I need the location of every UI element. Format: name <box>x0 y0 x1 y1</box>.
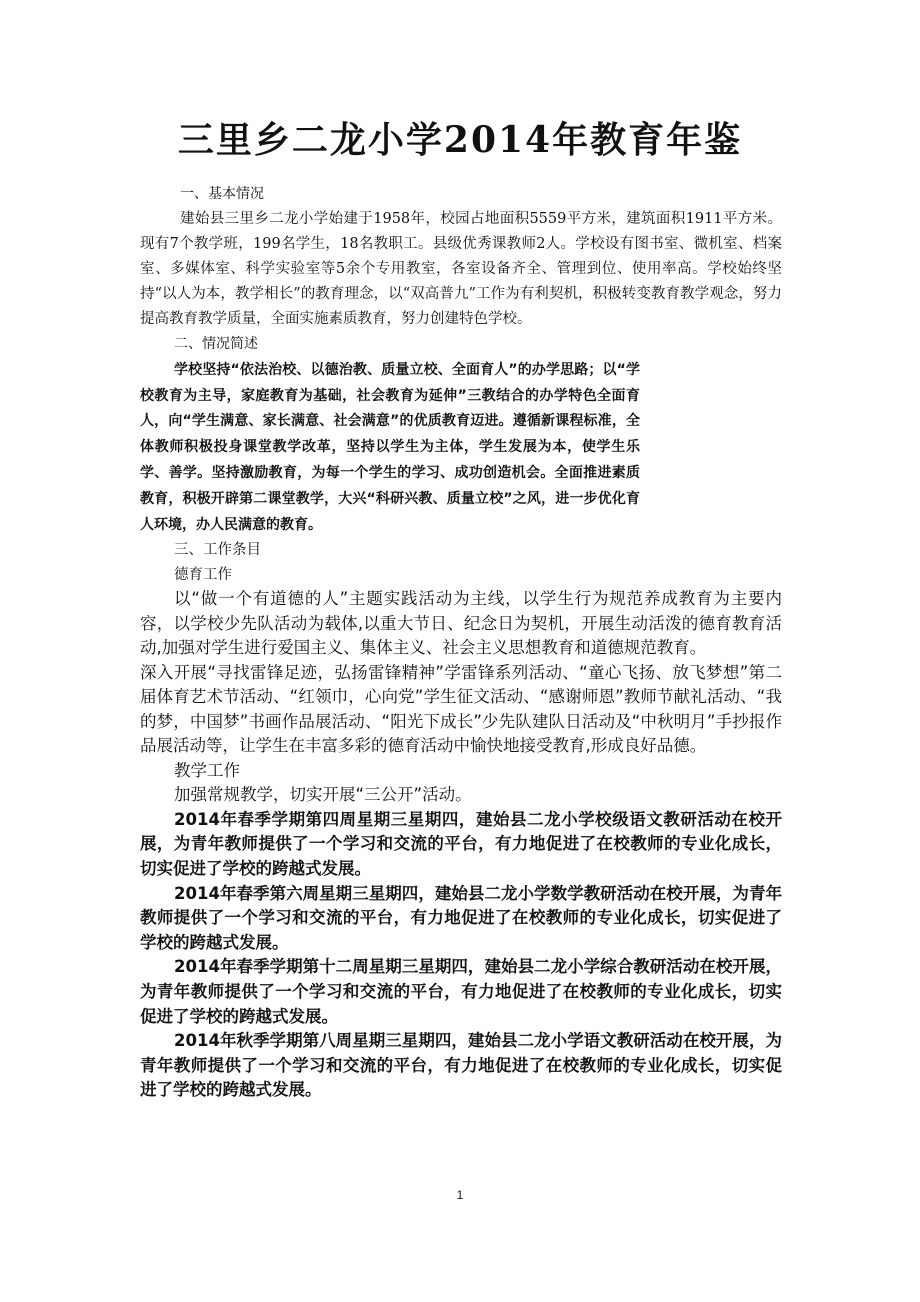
teaching-item: 2014年春季学期第四周星期三星期四，建始县二龙小学校级语文教研活动在校开展，为青年教师提供了一个学习和交流的平台，有力地促进了在校教师的专业化成长，切实促进了学校的跨越式发展。 <box>140 809 782 879</box>
moral-activities-paragraph: 深入开展“寻找雷锋足迹，弘扬雷锋精神”学雷锋系列活动、“童心飞扬、放飞梦想”第二届体育艺术节活动、“红领巾，心向党”学生征文活动、“感谢师恩”教师节献礼活动、“我的梦，中国梦”书画作品展活动、“阳光下成长”少先队建队日活动及“中秋明月”手抄报作品展活动等，让学生在丰富多彩的德育活动中愉快地接受教育,形成良好品德。 <box>140 662 782 756</box>
teaching-item: 2014年秋季学期第八周星期三星期四，建始县二龙小学语文教研活动在校开展，为青年教师提供了一个学习和交流的平台，有力地促进了在校教师的专业化成长，切实促进了学校的跨越式发展。 <box>140 1031 782 1100</box>
teaching-item: 2014年春季学期第十二周星期三星期四，建始县二龙小学综合教研活动在校开展，为青年教师提供了一个学习和交流的平台，有力地促进了在校教师的专业化成长，切实促进了学校的跨越式发展。 <box>140 957 782 1026</box>
section-basic-info <box>140 182 782 332</box>
moral-paragraph: 以“做一个有道德的人”主题实践活动为主线，以学生行为规范养成教育为主要内容，以学校少先队活动为载体,以重大节日、纪念日为契机，开展生动活泼的德育教育活动,加强对学生进行爱国主义、集体主义、社会主义思想教育和道德规范教育。 <box>140 589 782 658</box>
subsection-heading-moral: 德育工作 <box>174 566 232 583</box>
section-overview <box>140 332 782 538</box>
page-number: 1 <box>456 1188 464 1202</box>
section-paragraph: 建始县三里乡二龙小学始建于1958年，校园占地面积5559平方米，建筑面积1911平方米。现有7个教学班，199名学生，18名教职工。县级优秀课教师2人。学校设有图书室、微机室、档案室、多媒体室、科学实验室等5余个专用教室，各室设备齐全、管理到位、使用率高。学校始终坚持“以人为本，教学相长”的教育理念，以“双高普九”工作为有利契机，积极转变教育教学观念，努力提高教育教学质量，全面实施素质教育，努力创建特色学校。 <box>140 211 782 327</box>
section-heading: 二、情况简述 <box>174 336 258 352</box>
document-body <box>140 182 782 1103</box>
section-work-items <box>140 538 782 1103</box>
section-heading: 三、工作条目 <box>174 542 261 559</box>
subsection-heading-teaching: 教学工作 <box>174 760 240 780</box>
section-heading: 一、基本情况 <box>180 186 264 202</box>
teaching-item: 2014年春季第六周星期三星期四，建始县二龙小学数学教研活动在校开展，为青年教师提供了一个学习和交流的平台，有力地促进了在校教师的专业化成长，切实促进了学校的跨越式发展。 <box>140 883 782 952</box>
document-title: 三里乡二龙小学2014年教育年鉴 <box>177 119 743 161</box>
teaching-intro: 加强常规教学，切实开展“三公开”活动。 <box>174 785 472 805</box>
section-paragraph: 学校坚持“依法治校、以德治教、质量立校、全面育人”的办学思路；以“学校教育为主导，家庭教育为基础，社会教育为延伸”三教结合的办学特色全面育人，向“学生满意、家长满意、社会满意”的优质教育迈进。遵循新课程标准，全体教师积极投身课堂教学改革，坚持以学生为主体，学生发展为本，使学生乐学、善学。坚持激励教育，为每一个学生的学习、成功创造机会。全面推进素质教育，积极开辟第二课堂教学，大兴“科研兴教、质量立校”之风，进一步优化育人环境，办人民满意的教育。 <box>140 361 640 533</box>
